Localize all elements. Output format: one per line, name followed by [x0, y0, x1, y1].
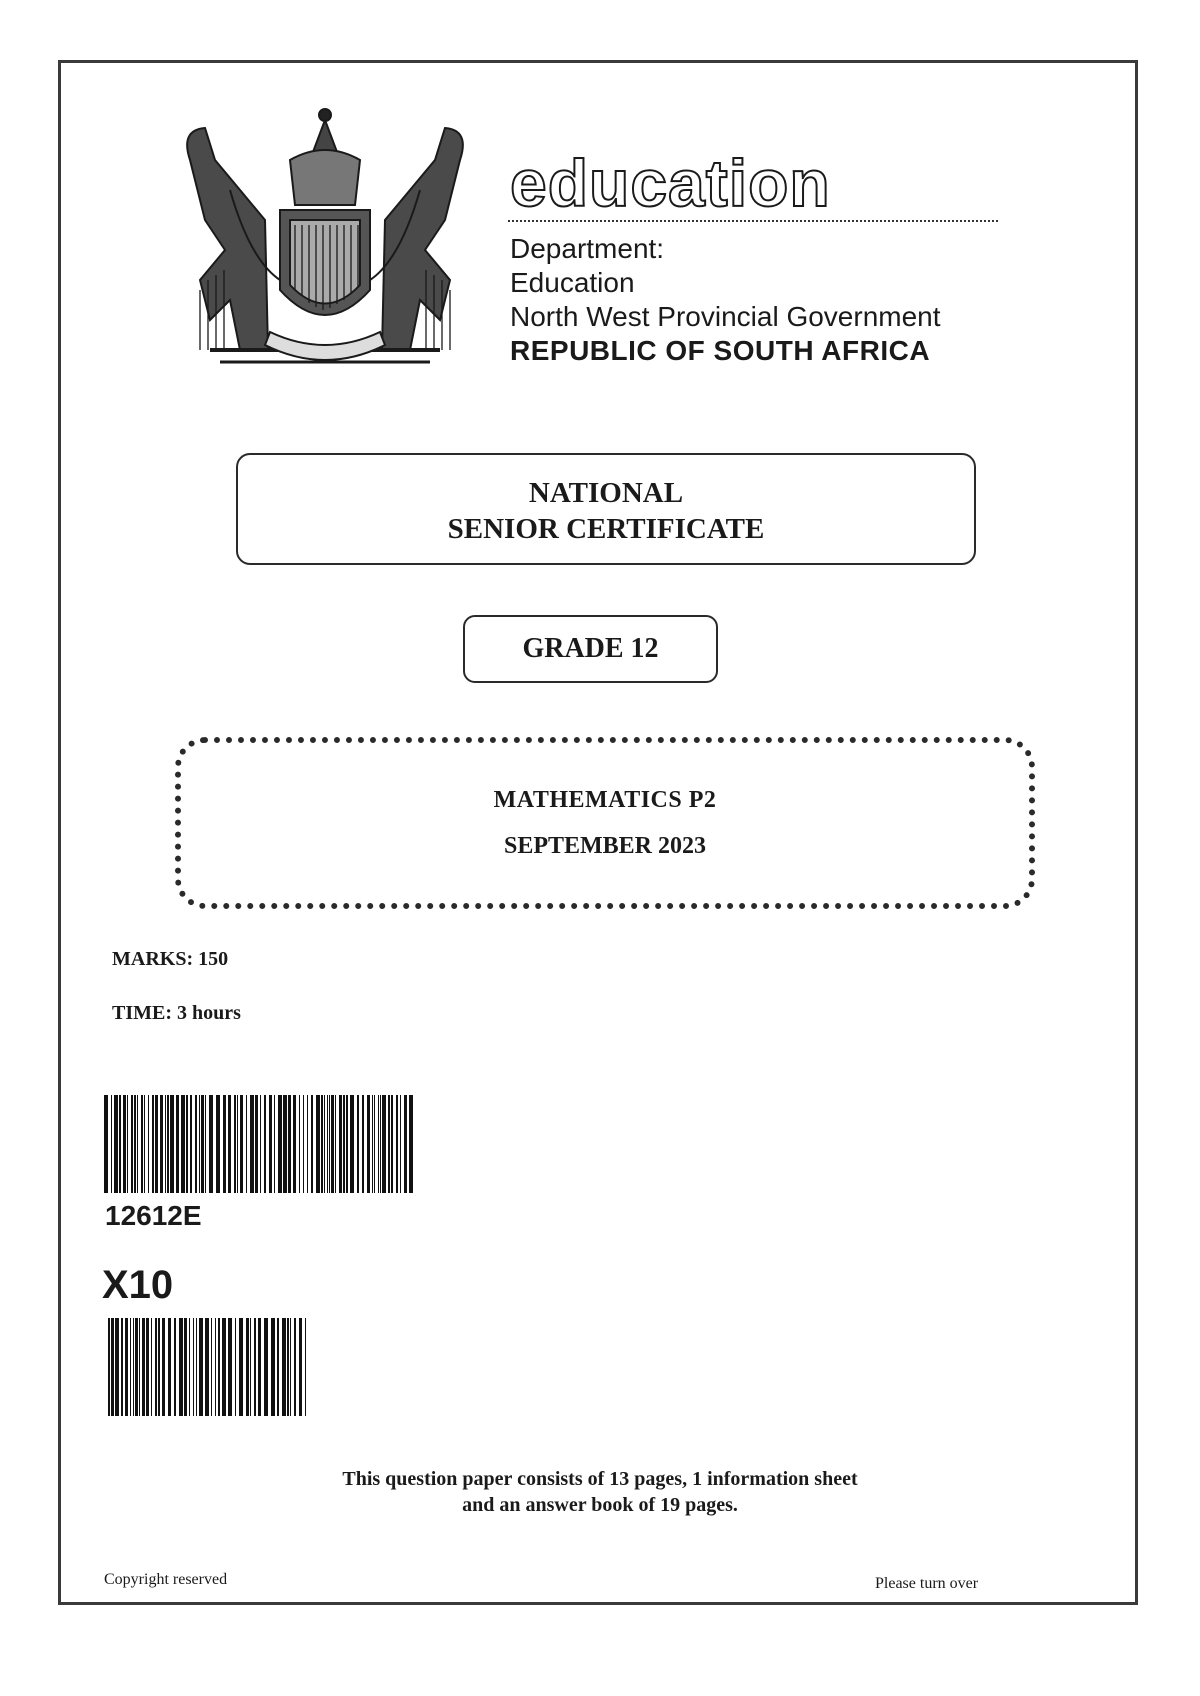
barcode-bar: [130, 1318, 131, 1416]
barcode-bar: [380, 1095, 381, 1193]
barcode-bar: [264, 1318, 268, 1416]
barcode-bar: [170, 1095, 174, 1193]
barcode-bar: [329, 1095, 330, 1193]
barcode-bar: [299, 1318, 302, 1416]
barcode-bar: [133, 1318, 134, 1416]
barcode-bar: [282, 1318, 286, 1416]
barcode-bar: [255, 1095, 258, 1193]
barcode-bar: [287, 1318, 289, 1416]
barcode-bar: [350, 1095, 354, 1193]
barcode-bar: [307, 1095, 308, 1193]
barcode-bar: [148, 1095, 149, 1193]
barcode-bar: [127, 1095, 128, 1193]
barcode-bar: [283, 1095, 287, 1193]
country-name: REPUBLIC OF SOUTH AFRICA: [510, 335, 931, 366]
barcode-bar: [339, 1095, 342, 1193]
barcode-bar: [228, 1318, 232, 1416]
barcode-bar: [205, 1095, 206, 1193]
barcode-bar: [199, 1095, 200, 1193]
barcode-bar: [144, 1095, 145, 1193]
barcode-bar: [240, 1095, 243, 1193]
barcode-bar: [321, 1095, 323, 1193]
barcode-bar: [114, 1095, 118, 1193]
barcode-bar: [201, 1095, 204, 1193]
barcode-bar: [357, 1095, 359, 1193]
barcode-bar: [250, 1095, 254, 1193]
barcode-bar: [327, 1095, 328, 1193]
barcode-bar: [396, 1095, 398, 1193]
barcode-bar: [205, 1318, 209, 1416]
barcode-bar: [146, 1318, 149, 1416]
barcode-bar: [254, 1318, 256, 1416]
barcode-bar: [111, 1318, 114, 1416]
barcode-bar: [382, 1095, 386, 1193]
barcode-bar: [115, 1318, 119, 1416]
barcode-number: 12612E: [105, 1200, 202, 1231]
barcode-bar: [186, 1095, 188, 1193]
barcode-bar: [278, 1095, 282, 1193]
barcode-bar: [184, 1318, 187, 1416]
barcode-bar: [193, 1318, 194, 1416]
barcode-bar: [162, 1318, 165, 1416]
certificate-box: [236, 453, 976, 565]
barcode-bar: [216, 1095, 220, 1193]
barcode-1: [104, 1095, 414, 1193]
department-label: Department:: [510, 233, 665, 264]
barcode-bar: [237, 1095, 238, 1193]
barcode-bar: [215, 1318, 216, 1416]
brand-wordmark: education: [510, 146, 831, 220]
barcode-bar: [121, 1318, 123, 1416]
coat-of-arms-logo: [170, 100, 480, 390]
barcode-bar: [168, 1318, 171, 1416]
barcode-bar: [104, 1095, 108, 1193]
barcode-bar: [250, 1318, 251, 1416]
province-name: North West Provincial Government: [510, 301, 941, 332]
certificate-line-1: NATIONAL: [528, 477, 684, 509]
barcode-bar: [246, 1095, 247, 1193]
certificate-line-2: SENIOR CERTIFICATE: [447, 513, 765, 545]
barcode-bar: [269, 1095, 272, 1193]
barcode-2: [108, 1318, 308, 1416]
barcode-bar: [223, 1095, 226, 1193]
barcode-bar: [316, 1095, 320, 1193]
barcode-bar: [160, 1095, 163, 1193]
barcode-bar: [199, 1318, 203, 1416]
barcode-bar: [378, 1095, 379, 1193]
barcode-bar: [391, 1095, 393, 1193]
barcode-bar: [176, 1095, 179, 1193]
barcode-bar: [134, 1095, 136, 1193]
barcode-bar: [222, 1318, 226, 1416]
paper-code: X10: [102, 1263, 174, 1307]
barcode-bar: [141, 1095, 143, 1193]
barcode-bar: [123, 1095, 126, 1193]
barcode-bar: [228, 1095, 231, 1193]
barcode-bar: [409, 1095, 413, 1193]
barcode-bar: [294, 1318, 296, 1416]
barcode-bar: [346, 1095, 348, 1193]
barcode-bar: [131, 1095, 133, 1193]
barcode-bar: [311, 1095, 313, 1193]
barcode-bar: [167, 1095, 169, 1193]
barcode-bar: [404, 1095, 407, 1193]
barcode-bar: [139, 1318, 140, 1416]
barcode-bar: [235, 1318, 236, 1416]
barcode-bar: [331, 1095, 334, 1193]
barcode-bar: [137, 1095, 138, 1193]
barcode-bar: [209, 1095, 213, 1193]
exam-session: SEPTEMBER 2023: [503, 833, 707, 859]
barcode-bar: [165, 1095, 166, 1193]
barcode-bar: [343, 1095, 345, 1193]
turn-over-notice: Please turn over: [875, 1575, 979, 1592]
barcode-bar: [246, 1318, 249, 1416]
barcode-bar: [299, 1095, 300, 1193]
page-count-notice-line-1: This question paper consists of 13 pages, 1 information sheet: [342, 1468, 858, 1490]
barcode-bar: [400, 1095, 401, 1193]
barcode-bar: [274, 1095, 275, 1193]
barcode-bar: [234, 1095, 236, 1193]
barcode-bar: [362, 1095, 364, 1193]
barcode-bar: [264, 1095, 266, 1193]
barcode-bar: [324, 1095, 325, 1193]
department-name: Education: [510, 267, 635, 298]
barcode-bar: [196, 1318, 197, 1416]
barcode-bar: [211, 1318, 212, 1416]
subject-title: MATHEMATICS P2: [493, 787, 717, 813]
barcode-bar: [260, 1095, 261, 1193]
barcode-bar: [158, 1318, 160, 1416]
barcode-bar: [181, 1095, 185, 1193]
barcode-bar: [125, 1318, 128, 1416]
barcode-bar: [271, 1318, 275, 1416]
barcode-bar: [195, 1095, 197, 1193]
barcode-bar: [388, 1095, 390, 1193]
brand-underline: [508, 220, 998, 222]
time-label: TIME: 3 hours: [112, 1002, 241, 1024]
barcode-bar: [189, 1318, 190, 1416]
barcode-bar: [367, 1095, 370, 1193]
copyright-notice: Copyright reserved: [104, 1571, 228, 1588]
barcode-bar: [277, 1318, 279, 1416]
barcode-bar: [155, 1095, 158, 1193]
grade-box: GRADE 12: [463, 615, 718, 683]
barcode-bar: [190, 1095, 192, 1193]
barcode-bar: [174, 1318, 176, 1416]
barcode-bar: [372, 1095, 373, 1193]
barcode-bar: [155, 1318, 157, 1416]
barcode-bar: [111, 1095, 112, 1193]
barcode-bar: [239, 1318, 243, 1416]
barcode-bar: [288, 1095, 291, 1193]
marks-label: MARKS: 150: [112, 948, 229, 970]
barcode-bar: [108, 1318, 110, 1416]
barcode-bar: [152, 1095, 154, 1193]
barcode-bar: [142, 1318, 145, 1416]
barcode-bar: [293, 1095, 296, 1193]
barcode-bar: [290, 1318, 291, 1416]
barcode-bar: [119, 1095, 121, 1193]
barcode-bar: [258, 1318, 261, 1416]
page-count-notice-line-2: and an answer book of 19 pages.: [462, 1494, 738, 1516]
barcode-bar: [179, 1318, 183, 1416]
barcode-bar: [374, 1095, 375, 1193]
barcode-bar: [135, 1318, 138, 1416]
barcode-bar: [335, 1095, 336, 1193]
subject-box: [175, 737, 1035, 909]
barcode-bar: [218, 1318, 220, 1416]
barcode-bar: [305, 1318, 306, 1416]
barcode-bar: [151, 1318, 152, 1416]
barcode-bar: [303, 1095, 304, 1193]
